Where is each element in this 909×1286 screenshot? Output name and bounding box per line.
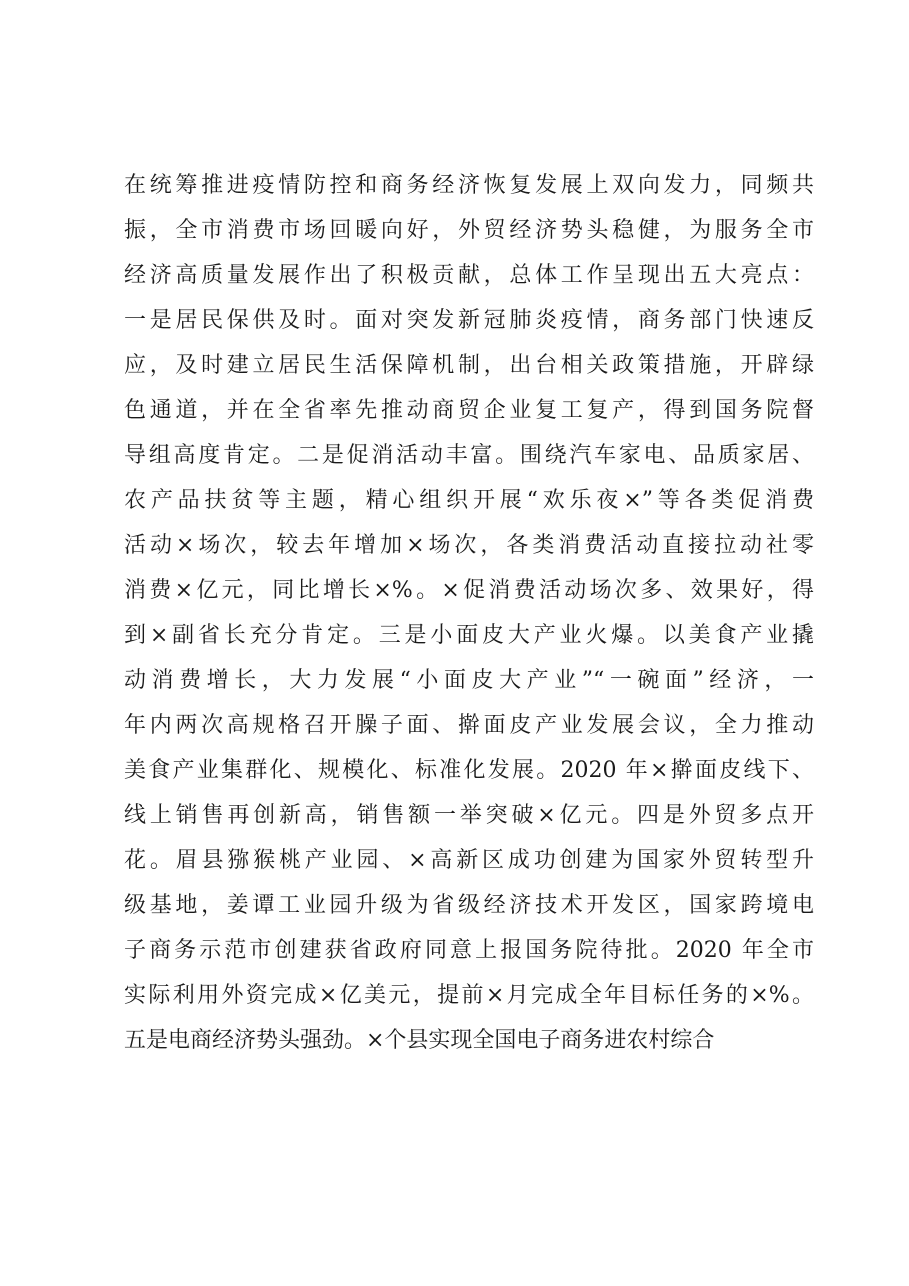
text-line-13: 年内两次高规格召开臊子面、擀面皮产业发展会议，全力推动 [124, 713, 814, 738]
text-line-10: 消费×亿元，同比增长×%。×促消费活动场次多、效果好，得 [124, 578, 814, 603]
text-line-4: 一是居民保供及时。面对突发新冠肺炎疫情，商务部门快速反 [124, 308, 814, 333]
text-line-8: 农产品扶贫等主题，精心组织开展“欢乐夜×”等各类促消费 [124, 488, 814, 513]
text-line-11: 到×副省长充分肯定。三是小面皮大产业火爆。以美食产业撬 [124, 623, 814, 648]
text-line-7: 导组高度肯定。二是促消活动丰富。围绕汽车家电、品质家居、 [124, 443, 814, 468]
text-line-9: 活动×场次，较去年增加×场次，各类消费活动直接拉动社零 [124, 533, 814, 558]
body-text [124, 163, 814, 1063]
text-line-12: 动消费增长，大力发展“小面皮大产业”“一碗面”经济，一 [124, 668, 814, 693]
text-line-15: 线上销售再创新高，销售额一举突破×亿元。四是外贸多点开 [124, 803, 814, 828]
text-line-14: 美食产业集群化、规模化、标准化发展。2020 年×擀面皮线下、 [124, 758, 814, 783]
text-line-2: 振，全市消费市场回暖向好，外贸经济势头稳健，为服务全市 [124, 218, 814, 243]
text-line-5: 应，及时建立居民生活保障机制，出台相关政策措施，开辟绿 [124, 353, 814, 378]
text-line-18: 子商务示范市创建获省政府同意上报国务院待批。2020 年全市 [124, 938, 814, 963]
text-line-6: 色通道，并在全省率先推动商贸企业复工复产，得到国务院督 [124, 398, 814, 423]
text-line-1: 在统筹推进疫情防控和商务经济恢复发展上双向发力，同频共 [124, 173, 814, 198]
text-line-19: 实际利用外资完成×亿美元，提前×月完成全年目标任务的×%。 [124, 983, 814, 1008]
text-line-17: 级基地，姜谭工业园升级为省级经济技术开发区，国家跨境电 [124, 893, 814, 918]
text-line-20: 五是电商经济势头强劲。×个县实现全国电子商务进农村综合 [124, 1028, 715, 1053]
text-line-16: 花。眉县猕猴桃产业园、×高新区成功创建为国家外贸转型升 [124, 848, 814, 873]
text-line-3: 经济高质量发展作出了积极贡献，总体工作呈现出五大亮点： [124, 263, 814, 288]
